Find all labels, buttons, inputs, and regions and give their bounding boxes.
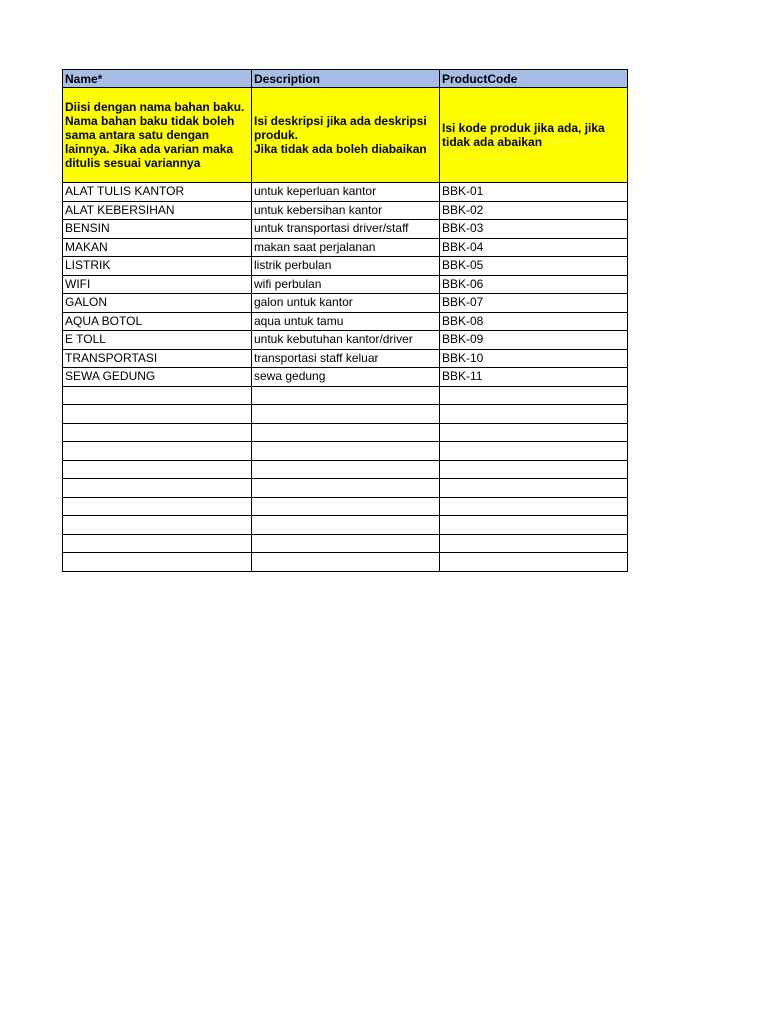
product-code-cell[interactable]: BBK-08	[440, 312, 628, 331]
table-row	[63, 497, 628, 516]
table-row	[63, 331, 628, 350]
product-code-cell[interactable]: BBK-11	[440, 368, 628, 387]
product-code-cell[interactable]: BBK-02	[440, 201, 628, 220]
name-cell[interactable]: MAKAN	[63, 238, 252, 257]
table-row	[63, 275, 628, 294]
product-code-cell[interactable]	[440, 553, 628, 572]
table-row	[63, 238, 628, 257]
table-row	[63, 294, 628, 313]
description-cell[interactable]: untuk transportasi driver/staff	[252, 220, 440, 239]
header-row	[63, 70, 628, 88]
description-cell[interactable]	[252, 497, 440, 516]
table-row	[63, 534, 628, 553]
product-code-cell[interactable]: BBK-04	[440, 238, 628, 257]
table-row	[63, 479, 628, 498]
description-cell[interactable]: untuk kebersihan kantor	[252, 201, 440, 220]
name-cell[interactable]	[63, 386, 252, 405]
name-cell[interactable]	[63, 460, 252, 479]
product-code-cell[interactable]: BBK-05	[440, 257, 628, 276]
name-cell[interactable]	[63, 405, 252, 424]
description-cell[interactable]: sewa gedung	[252, 368, 440, 387]
product-code-cell[interactable]: BBK-01	[440, 183, 628, 202]
description-cell[interactable]	[252, 460, 440, 479]
header-product-code[interactable]: ProductCode	[440, 70, 628, 88]
instruction-description[interactable]: Isi deskripsi jika ada deskripsi produk. Jika tidak ada boleh diabaikan	[252, 88, 440, 183]
name-cell[interactable]: GALON	[63, 294, 252, 313]
table-row	[63, 516, 628, 535]
description-cell[interactable]: listrik perbulan	[252, 257, 440, 276]
description-cell[interactable]: transportasi staff keluar	[252, 349, 440, 368]
table-row	[63, 405, 628, 424]
table-row	[63, 220, 628, 239]
name-cell[interactable]: BENSIN	[63, 220, 252, 239]
name-cell[interactable]	[63, 497, 252, 516]
description-cell[interactable]	[252, 423, 440, 442]
product-code-cell[interactable]	[440, 460, 628, 479]
name-cell[interactable]: TRANSPORTASI	[63, 349, 252, 368]
description-cell[interactable]: wifi perbulan	[252, 275, 440, 294]
header-name[interactable]: Name*	[63, 70, 252, 88]
product-code-cell[interactable]	[440, 423, 628, 442]
product-code-cell[interactable]: BBK-07	[440, 294, 628, 313]
description-cell[interactable]	[252, 553, 440, 572]
table-row	[63, 201, 628, 220]
product-code-cell[interactable]	[440, 534, 628, 553]
description-cell[interactable]: untuk kebutuhan kantor/driver	[252, 331, 440, 350]
table-row	[63, 257, 628, 276]
product-code-cell[interactable]	[440, 442, 628, 461]
instruction-product-code[interactable]: Isi kode produk jika ada, jika tidak ada abaikan	[440, 88, 628, 183]
description-cell[interactable]	[252, 386, 440, 405]
table-row	[63, 460, 628, 479]
table-row	[63, 553, 628, 572]
description-cell[interactable]	[252, 516, 440, 535]
name-cell[interactable]: ALAT KEBERSIHAN	[63, 201, 252, 220]
product-code-cell[interactable]	[440, 386, 628, 405]
name-cell[interactable]: E TOLL	[63, 331, 252, 350]
description-cell[interactable]	[252, 405, 440, 424]
product-code-cell[interactable]: BBK-03	[440, 220, 628, 239]
spreadsheet-table	[62, 69, 628, 572]
name-cell[interactable]	[63, 442, 252, 461]
product-code-cell[interactable]: BBK-09	[440, 331, 628, 350]
description-cell[interactable]: makan saat perjalanan	[252, 238, 440, 257]
product-code-cell[interactable]	[440, 497, 628, 516]
table-row	[63, 423, 628, 442]
table-row	[63, 349, 628, 368]
name-cell[interactable]	[63, 479, 252, 498]
table-row	[63, 442, 628, 461]
product-code-cell[interactable]	[440, 479, 628, 498]
instruction-row	[63, 88, 628, 183]
description-cell[interactable]: aqua untuk tamu	[252, 312, 440, 331]
product-code-cell[interactable]	[440, 516, 628, 535]
description-cell[interactable]: galon untuk kantor	[252, 294, 440, 313]
description-cell[interactable]	[252, 479, 440, 498]
description-cell[interactable]	[252, 442, 440, 461]
description-cell[interactable]	[252, 534, 440, 553]
name-cell[interactable]: ALAT TULIS KANTOR	[63, 183, 252, 202]
table-row	[63, 368, 628, 387]
product-code-cell[interactable]	[440, 405, 628, 424]
name-cell[interactable]: LISTRIK	[63, 257, 252, 276]
instruction-name[interactable]: Diisi dengan nama bahan baku. Nama bahan baku tidak boleh sama antara satu dengan lainnya. Jika ada varian maka ditulis sesuai variannya	[63, 88, 252, 183]
name-cell[interactable]: SEWA GEDUNG	[63, 368, 252, 387]
name-cell[interactable]	[63, 534, 252, 553]
table-row	[63, 312, 628, 331]
name-cell[interactable]	[63, 423, 252, 442]
table-row	[63, 183, 628, 202]
table-row	[63, 386, 628, 405]
header-description[interactable]: Description	[252, 70, 440, 88]
name-cell[interactable]: AQUA BOTOL	[63, 312, 252, 331]
product-code-cell[interactable]: BBK-10	[440, 349, 628, 368]
description-cell[interactable]: untuk keperluan kantor	[252, 183, 440, 202]
name-cell[interactable]	[63, 516, 252, 535]
name-cell[interactable]: WIFI	[63, 275, 252, 294]
name-cell[interactable]	[63, 553, 252, 572]
product-code-cell[interactable]: BBK-06	[440, 275, 628, 294]
